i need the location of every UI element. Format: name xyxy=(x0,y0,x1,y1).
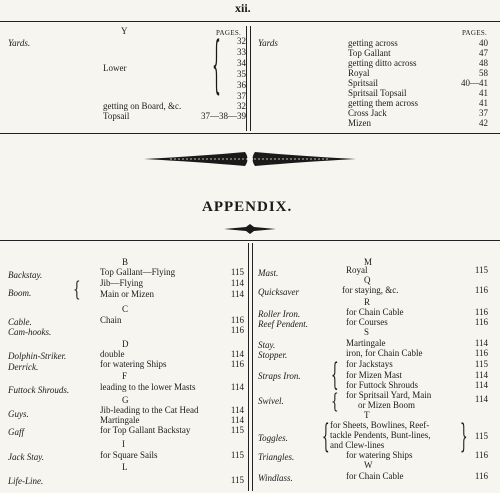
entry-page: 115 xyxy=(474,265,488,275)
entry-page: 114 xyxy=(474,370,488,380)
section-letter-f: F xyxy=(122,371,128,381)
pages-header-right: PAGES. xyxy=(462,29,488,37)
heading-windlass: Windlass. xyxy=(258,473,293,483)
brace-page-2: 33 xyxy=(237,47,246,57)
index-entry-page: 40 xyxy=(479,38,488,48)
appendix-top-rule xyxy=(0,240,500,241)
index-entry-page: 58 xyxy=(479,68,488,78)
brace-icon: { xyxy=(212,32,221,103)
entry-page: 116 xyxy=(474,471,488,481)
entry-page: 116 xyxy=(230,325,244,335)
section-letter-i: I xyxy=(122,439,125,449)
entry-page: 115 xyxy=(230,425,244,435)
heading-life-line: Life-Line. xyxy=(8,476,44,486)
entry-text: for Futtock Shrouds xyxy=(346,380,418,390)
entry-page: 115 xyxy=(474,431,488,441)
entry-text: for Chain Cable xyxy=(346,307,404,317)
brace-icon: { xyxy=(331,389,339,414)
heading-straps-iron: Straps Iron. xyxy=(258,371,301,381)
index-bottom-rule xyxy=(0,133,500,134)
entry-page: 116 xyxy=(230,315,244,325)
entry-text: iron, for Chain Cable xyxy=(346,348,423,358)
appendix-title: APPENDIX. xyxy=(202,199,293,215)
pages-header: PAGES. xyxy=(216,29,242,37)
heading-cam-hooks: Cam-hooks. xyxy=(8,327,52,337)
entry-text: tackle Pendents, Bunt-lines, xyxy=(330,430,431,440)
heading-boom: Boom. xyxy=(8,288,32,298)
entry-page: 114 xyxy=(474,380,488,390)
index-heading-yards: Yards. xyxy=(8,38,31,48)
heading-derrick: Derrick. xyxy=(8,362,39,372)
entry-text: for Jackstays xyxy=(346,359,393,369)
entry-text: Jib-leading to the Cat Head xyxy=(100,405,199,415)
section-letter-c: C xyxy=(122,304,129,314)
section-letter-w: W xyxy=(364,460,373,470)
entry-text: for Mizen Mast xyxy=(346,370,402,380)
brace-icon: { xyxy=(322,417,330,456)
entry-page: 116 xyxy=(474,450,488,460)
section-letter-r: R xyxy=(364,297,371,307)
heading-dolphin-striker: Dolphin-Striker. xyxy=(8,351,67,361)
section-letter-q: Q xyxy=(364,275,371,285)
entry-text: Royal xyxy=(346,265,368,275)
entry-text: for Chain Cable xyxy=(346,471,404,481)
heading-toggles: Toggles. xyxy=(258,433,288,443)
brace-page-5: 36 xyxy=(237,80,246,90)
entry-page: 114 xyxy=(230,349,244,359)
entry-text: for Spritsail Yard, Main xyxy=(346,390,432,400)
entry-page: 114 xyxy=(230,415,244,425)
entry-text: leading to the lower Masts xyxy=(100,382,196,392)
index-entry-page: 47 xyxy=(479,48,488,58)
entry-text: for staying, &c. xyxy=(342,285,399,295)
entry-text: Martingale xyxy=(100,415,140,425)
brace-icon: { xyxy=(331,356,339,393)
entry-text: Martingale xyxy=(346,338,386,348)
brace-page-4: 35 xyxy=(237,69,246,79)
section-letter-g: G xyxy=(122,395,129,405)
section-letter-s: S xyxy=(364,327,370,337)
top-rule xyxy=(0,21,500,22)
entry-page: 115 xyxy=(230,475,244,485)
entry-page: 116 xyxy=(474,307,488,317)
column-divider-left xyxy=(246,26,247,131)
heading-futtock-shrouds: Futtock Shrouds. xyxy=(8,385,70,395)
heading-swivel: Swivel. xyxy=(258,396,284,406)
section-letter-m: M xyxy=(364,257,373,267)
entry-text: Top Gallant—Flying xyxy=(100,267,176,277)
entry-page: 114 xyxy=(474,338,488,348)
entry-text: or Mizen Boom xyxy=(358,400,415,410)
index-entry-text: Cross Jack xyxy=(348,108,387,118)
index-entry-page: 37—38—39 xyxy=(201,111,246,121)
entry-page: 114 xyxy=(230,278,244,288)
entry-text: Main or Mizen xyxy=(100,289,154,299)
entry-page: 114 xyxy=(230,405,244,415)
entry-page: 115 xyxy=(474,359,488,369)
entry-page: 114 xyxy=(230,382,244,392)
index-entry-text: Top Gallant xyxy=(348,48,391,58)
index-entry-text: getting on Board, &c. xyxy=(103,101,182,111)
heading-quicksaver: Quicksaver xyxy=(258,287,299,297)
section-letter-b: B xyxy=(122,257,129,267)
page-number: xii. xyxy=(235,1,251,15)
appendix-divider-right xyxy=(252,243,253,491)
entry-text: Jib—Flying xyxy=(100,278,144,288)
index-entry-page: 32 xyxy=(237,101,246,111)
entry-page: 116 xyxy=(474,285,488,295)
index-entry-text: Spritsail Topsail xyxy=(348,88,407,98)
section-letter-y: Y xyxy=(121,26,128,36)
section-letter-t: T xyxy=(364,410,370,420)
entry-text: for Top Gallant Backstay xyxy=(100,425,191,435)
index-entry-text: Mizen xyxy=(348,118,371,128)
entry-page: 114 xyxy=(230,289,244,299)
entry-page: 115 xyxy=(230,450,244,460)
entry-text: for watering Ships xyxy=(346,450,413,460)
brace-page-3: 34 xyxy=(237,58,246,68)
index-entry-text: getting across xyxy=(348,38,398,48)
entry-page: 116 xyxy=(474,317,488,327)
entry-text: for Courses xyxy=(346,317,388,327)
brace-icon: { xyxy=(73,277,81,302)
entry-text: double xyxy=(100,349,125,359)
heading-guys: Guys. xyxy=(8,409,29,419)
closing-brace-icon: } xyxy=(460,417,468,456)
index-entry-page: 37 xyxy=(479,108,488,118)
entry-page: 114 xyxy=(474,394,488,404)
entry-page: 115 xyxy=(230,267,244,277)
heading-mast: Mast. xyxy=(258,268,279,278)
heading-reef-pendent: Reef Pendent. xyxy=(258,319,308,329)
index-entry-page: 41 xyxy=(479,98,488,108)
section-letter-l: L xyxy=(122,462,128,472)
index-entry-page: 48 xyxy=(479,58,488,68)
heading-roller-iron: Roller Iron. xyxy=(258,309,301,319)
index-entry-page: 40—41 xyxy=(461,78,488,88)
entry-page: 116 xyxy=(474,348,488,358)
index-entry-text: getting them across xyxy=(348,98,418,108)
entry-text: for Square Sails xyxy=(100,450,158,460)
column-divider-right xyxy=(250,26,251,131)
small-ornament-icon xyxy=(222,224,278,234)
brace-page-1: 32 xyxy=(237,36,246,46)
appendix-divider-left xyxy=(248,243,249,491)
section-letter-d: D xyxy=(122,339,129,349)
ornament-divider-icon xyxy=(140,151,360,167)
index-entry-page: 42 xyxy=(479,118,488,128)
index-entry-text: Royal xyxy=(348,68,370,78)
heading-cable: Cable. xyxy=(8,317,32,327)
entry-page: 116 xyxy=(230,359,244,369)
index-entry-text: getting ditto across xyxy=(348,58,417,68)
heading-stay: Stay. xyxy=(258,340,276,350)
entry-text: Chain xyxy=(100,315,122,325)
index-entry-text: Spritsail xyxy=(348,78,379,88)
entry-text: and Clew-lines xyxy=(330,440,385,450)
index-heading-yards-right: Yards xyxy=(258,38,278,48)
heading-jack-stay: Jack Stay. xyxy=(8,452,44,462)
entry-text: for Sheets, Bowlines, Reef- xyxy=(330,420,430,430)
heading-stopper: Stopper. xyxy=(258,350,288,360)
heading-gaff: Gaff xyxy=(8,427,25,437)
heading-backstay: Backstay. xyxy=(8,270,43,280)
index-entry-text: Topsail xyxy=(103,111,130,121)
index-entry-page: 41 xyxy=(479,88,488,98)
brace-page-6: 37 xyxy=(237,91,246,101)
entry-text: for watering Ships xyxy=(100,359,167,369)
heading-triangles: Triangles. xyxy=(258,452,295,462)
brace-label-lower: Lower xyxy=(103,63,127,73)
